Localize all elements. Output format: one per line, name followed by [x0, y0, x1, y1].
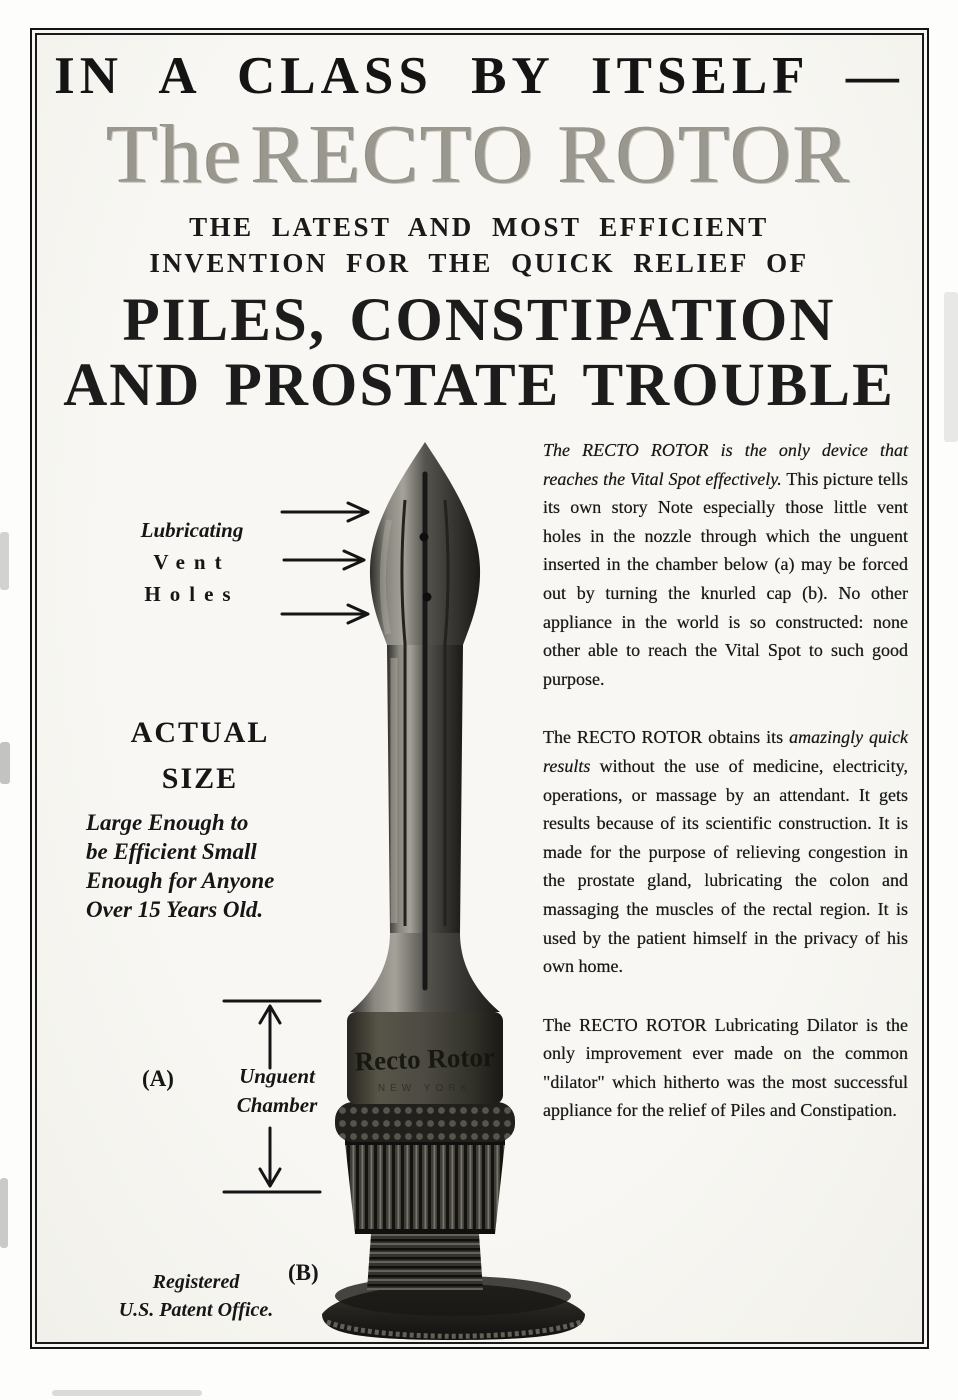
body-paragraph-2: [543, 723, 908, 980]
brand-name: RECTO ROTOR: [251, 108, 852, 201]
size-note: [86, 808, 328, 924]
body-copy: [543, 436, 908, 1125]
registered-patent-label: [84, 1268, 308, 1324]
vent-hole: [420, 533, 429, 542]
chamber-line1: Unguent: [239, 1064, 315, 1088]
actual-size-label: [118, 710, 282, 802]
scan-artifact: [52, 1390, 202, 1396]
chamber-line2: Chamber: [236, 1093, 318, 1117]
actual-size-line1: ACTUAL: [130, 716, 270, 749]
subtitle-line-1: THE LATEST AND MOST EFFICIENT: [189, 212, 769, 242]
body-p2-start: The RECTO ROTOR obtains its: [543, 727, 790, 748]
size-note-line: be Efficient Small: [86, 839, 257, 864]
device-threaded-neck: [367, 1234, 483, 1290]
vent-label-line2: Vent: [153, 550, 231, 574]
label-b: (B): [288, 1260, 319, 1285]
scan-artifact: [0, 532, 9, 590]
scan-artifact: [944, 292, 958, 442]
body-paragraph-3: The RECTO ROTOR Lubricating Dilator is the only improvement ever made on the common "dilator" which hitherto was the most successful appliance for the relief of Piles and Constipation.: [543, 1014, 908, 1121]
body-p1-rest: This picture tells its own story Note especially those little vent holes in the nozzle through which the unguent inserted in the chamber below (a) may be forced out by turning the knurled cap (b). No other appliance in the world is so constructed: none other able to reach the Vital Spot to such good purpose.: [543, 468, 908, 689]
vent-label-line3: Holes: [144, 582, 240, 606]
device-cap-subtext: NEW YORK: [377, 1083, 473, 1094]
title-line-1: PILES, CONSTIPATION: [122, 287, 836, 354]
scan-artifact: [0, 742, 10, 784]
device-beaded-band: [335, 1102, 515, 1142]
device-cap-text: Recto Rotor: [354, 1041, 496, 1077]
title-line-2: AND PROSTATE TROUBLE: [63, 352, 895, 419]
body-p2-italic: amazingly quick results: [543, 727, 908, 776]
label-a: (A): [142, 1066, 174, 1091]
device-knurled-cylinder: [345, 1142, 505, 1234]
brand-title: [40, 106, 918, 203]
registered-line1: Registered: [152, 1271, 240, 1293]
actual-size-line2: SIZE: [161, 762, 239, 795]
headline: IN A CLASS BY ITSELF —: [54, 47, 904, 105]
size-note-line: Enough for Anyone: [86, 868, 275, 893]
registered-line2: U.S. Patent Office.: [118, 1299, 274, 1321]
vent-holes-label: [112, 514, 272, 610]
body-p1-italic: The RECTO ROTOR is the only device that reaches the Vital Spot effectively.: [543, 440, 908, 489]
subtitle-line-2: INVENTION FOR THE QUICK RELIEF OF: [149, 248, 809, 278]
body-p2-rest: without the use of medicine, electricity, operations, or massage by an attendant. It gets results because of its scientific construction. It is made for the purpose of relieving congestion in the prostate gland, lubricating the colon and massaging the muscles of the rectal region. It is used by the patient himself in the privacy of his own home.: [543, 755, 908, 977]
vent-hole: [423, 593, 432, 602]
brand-the: The: [106, 108, 244, 201]
scan-artifact: [0, 1178, 8, 1248]
size-note-line: Large Enough to: [86, 810, 249, 835]
vent-label-line1: Lubricating: [140, 518, 244, 542]
size-note-line: Over 15 Years Old.: [86, 897, 264, 922]
body-paragraph-1: [543, 436, 908, 693]
